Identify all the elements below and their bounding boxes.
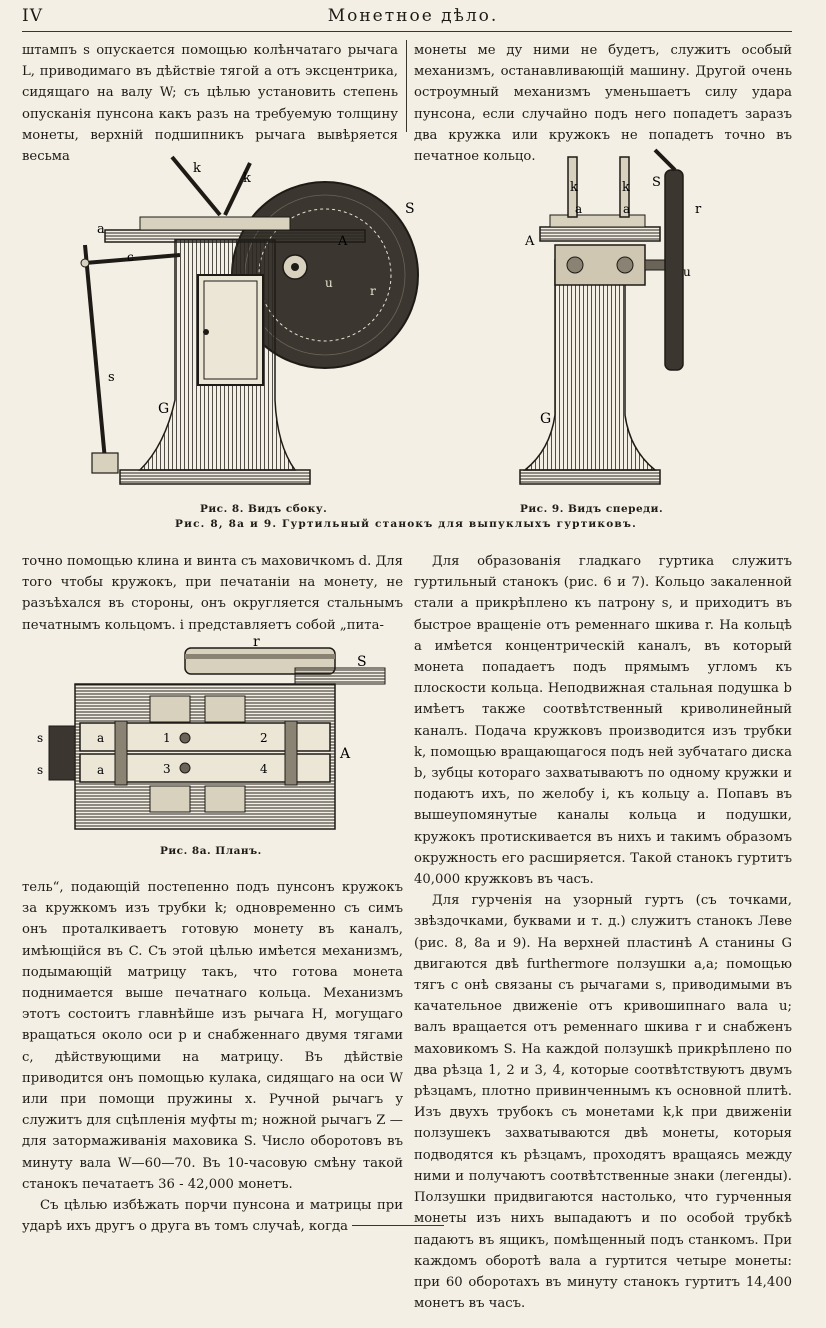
left-paragraph-3: Съ цѣлью избѣжать порчи пунсона и матрицы при ударѣ ихъ другъ о друга въ томъ случаѣ, когда <box>22 1198 403 1235</box>
fig8a-label-A: A <box>340 746 351 762</box>
fig8a-label-S: S <box>357 654 367 670</box>
left-column-upper <box>22 551 403 636</box>
fig9-label-k: k <box>570 180 578 195</box>
fig8-label-S: S <box>405 201 415 217</box>
fig9-label-r: r <box>695 202 702 217</box>
top-left-text: штампъ s опускается помощью колѣнчатаго рычага L, приводимаго въ дѣйствіе тягой a отъ эксцентрика, сидящаго на валу W; съ цѣлью установить степень опусканія пунсона какъ разъ на требуемую толщину монеты, верхній подшипникъ рычага вывѣряется весьма <box>22 43 398 165</box>
end-rule <box>352 1225 444 1226</box>
fig8-label-s: s <box>108 370 115 385</box>
figure-8a-plan <box>35 636 390 836</box>
fig8-label-k: k <box>243 171 251 186</box>
fig8a-label-a: a <box>97 731 105 745</box>
fig9-label-S: S <box>652 175 661 190</box>
fig9-label-k: k <box>622 180 630 195</box>
fig8-label-a: a <box>97 222 105 237</box>
fig8-label-k: k <box>193 161 201 176</box>
running-title: Монетное дѣло. <box>327 6 499 26</box>
figure-8-side-view <box>80 145 425 495</box>
fig9-label-u: u <box>683 265 691 279</box>
left-paragraph-1: точно помощью клина и винта съ маховичкомъ d. Для того чтобы кружокъ, при печатаніи на монету, не разъѣхался въ стороны, онъ округляется стальнымъ печатнымъ кольцомъ. i представляетъ собой „пита- <box>22 554 403 633</box>
column-divider <box>406 40 407 132</box>
fig9-label-G: G <box>540 411 552 427</box>
top-right-text: монеты ме ду ними не будетъ, служитъ особый механизмъ, останавливающій машину. Другой очень остроумный механизмъ уменьшаетъ силу удара пунсона, если случайно подъ него попадетъ заразъ два кружка или кружокъ не попадетъ точно въ печатное кольцо. <box>414 43 792 165</box>
fig9-label-a: a <box>623 202 631 216</box>
fig9-caption: Рис. 9. Видъ спереди. <box>520 503 664 515</box>
fig8a-label-2: 2 <box>260 731 268 745</box>
fig9-label-a: a <box>575 202 583 216</box>
fig8-caption: Рис. 8. Видъ сбоку. <box>200 503 328 515</box>
fig8a-label-4: 4 <box>260 762 268 776</box>
fig8a-label-r: r <box>253 636 260 650</box>
fig8-label-u: u <box>325 276 333 290</box>
fig8-label-c: c <box>127 250 134 264</box>
right-paragraph-1: Для образованія гладкаго гуртика служитъ гуртильный станокъ (рис. 6 и 7). Кольцо закаленной стали a прикрѣплено къ патрону s, и приходитъ въ быстрое вращеніе отъ ременнаго шкива r. На кольцѣ a имѣется концентрическій каналъ, въ который монета попадаетъ подъ прямымъ угломъ къ плоскости кольца. Неподвижная стальная подушка b имѣетъ также соотвѣтственный криволинейный каналъ. Подача кружковъ производится изъ трубки k, помощью вращающагося подъ ней зубчатаго диска b, зубцы котораго захватываютъ по одному кружки и подаютъ ихъ, по желобу i, къ кольцу a. Попавъ въ вышеупомянутые каналы кольца и подушки, кружокъ протискивается въ нихъ и такимъ образомъ окружность его расширяется. Такой станокъ гуртитъ 40,000 кружковъ въ часъ. <box>414 554 792 888</box>
right-column <box>414 551 792 1314</box>
page-number: IV <box>22 6 43 26</box>
figure-9-front-view <box>515 145 715 495</box>
fig8a-label-s: s <box>37 763 44 777</box>
left-paragraph-2: тель“, подающій постепенно подъ пунсонъ кружокъ за кружкомъ изъ трубки k; одновременно съ симъ онъ проталкиваетъ готовую монету въ каналъ, имѣющійся въ C. Съ этой цѣлью имѣется механизмъ, подымающій матрицу такъ, что готова монета поднимается выше печатнаго кольца. Механизмъ этотъ состоитъ главнѣйше изъ рычага H, могущаго вращаться около оси p и снабженнаго двумя тягами c, дѣйствующими на матрицу. Въ дѣйствіе приводится онъ помощью кулака, сидящаго на оси W или при помощи пружины x. Ручной рычагъ y служитъ для сцѣпленія муфты m; ножной рычагъ Z — для затормаживанія маховика S. Число оборотовъ въ минуту вала W—60—70. Въ 10-часовую смѣну такой станокъ печатаетъ 36 - 42,000 монетъ. <box>22 880 403 1192</box>
fig8a-label-a: a <box>97 763 105 777</box>
fig8a-label-3: 3 <box>163 762 171 776</box>
fig9-label-A: A <box>525 234 535 249</box>
right-paragraph-2: Для гурченія на узорный гуртъ (съ точками, звѣздочками, буквами и т. д.) служитъ станокъ Леве (рис. 8, 8а и 9). На верхней пластинѣ A станины G двигаются двѣ furthermore ползушки a,a; помощью тягъ c онѣ связаны съ рычагами s, приводимыми въ качательное движеніе отъ кривошипнаго вала u; валъ вращается отъ ременнаго шкива r и снабженъ маховикомъ S. На каждой ползушкѣ прикрѣплено по два рѣзца 1, 2 и 3, 4, которые соотвѣтствуютъ двумъ рѣзцамъ, плотно привинченнымъ къ основной плитѣ. Изъ двухъ трубокъ съ монетами k,k при движеніи ползушекъ захватываются двѣ монеты, которыя подводятся къ рѣзцамъ, проходятъ вращаясь между ними и получаютъ соотвѣтственные знаки (легенды). Ползушки придвигаются настолько, что гурченныя монеты изъ нихъ выпадаютъ и по особой трубкѣ падаютъ въ ящикъ, помѣщенный подъ станкомъ. При каждомъ оборотѣ вала a гуртится четыре монеты: при 60 оборотахъ въ минуту станокъ гуртитъ 14,400 монетъ въ часъ. <box>414 893 792 1312</box>
fig8a-label-1: 1 <box>163 731 171 745</box>
left-column-lower <box>22 877 403 1237</box>
fig8a-label-s: s <box>37 731 44 745</box>
header-rule <box>22 31 792 32</box>
joint-caption: Рис. 8, 8а и 9. Гуртильный станокъ для выпуклыхъ гуртиковъ. <box>175 518 638 530</box>
fig8-label-r: r <box>370 284 376 298</box>
fig8-label-G: G <box>158 401 170 417</box>
fig8a-caption: Рис. 8а. Планъ. <box>160 845 262 857</box>
fig8-label-A: A <box>338 234 348 249</box>
